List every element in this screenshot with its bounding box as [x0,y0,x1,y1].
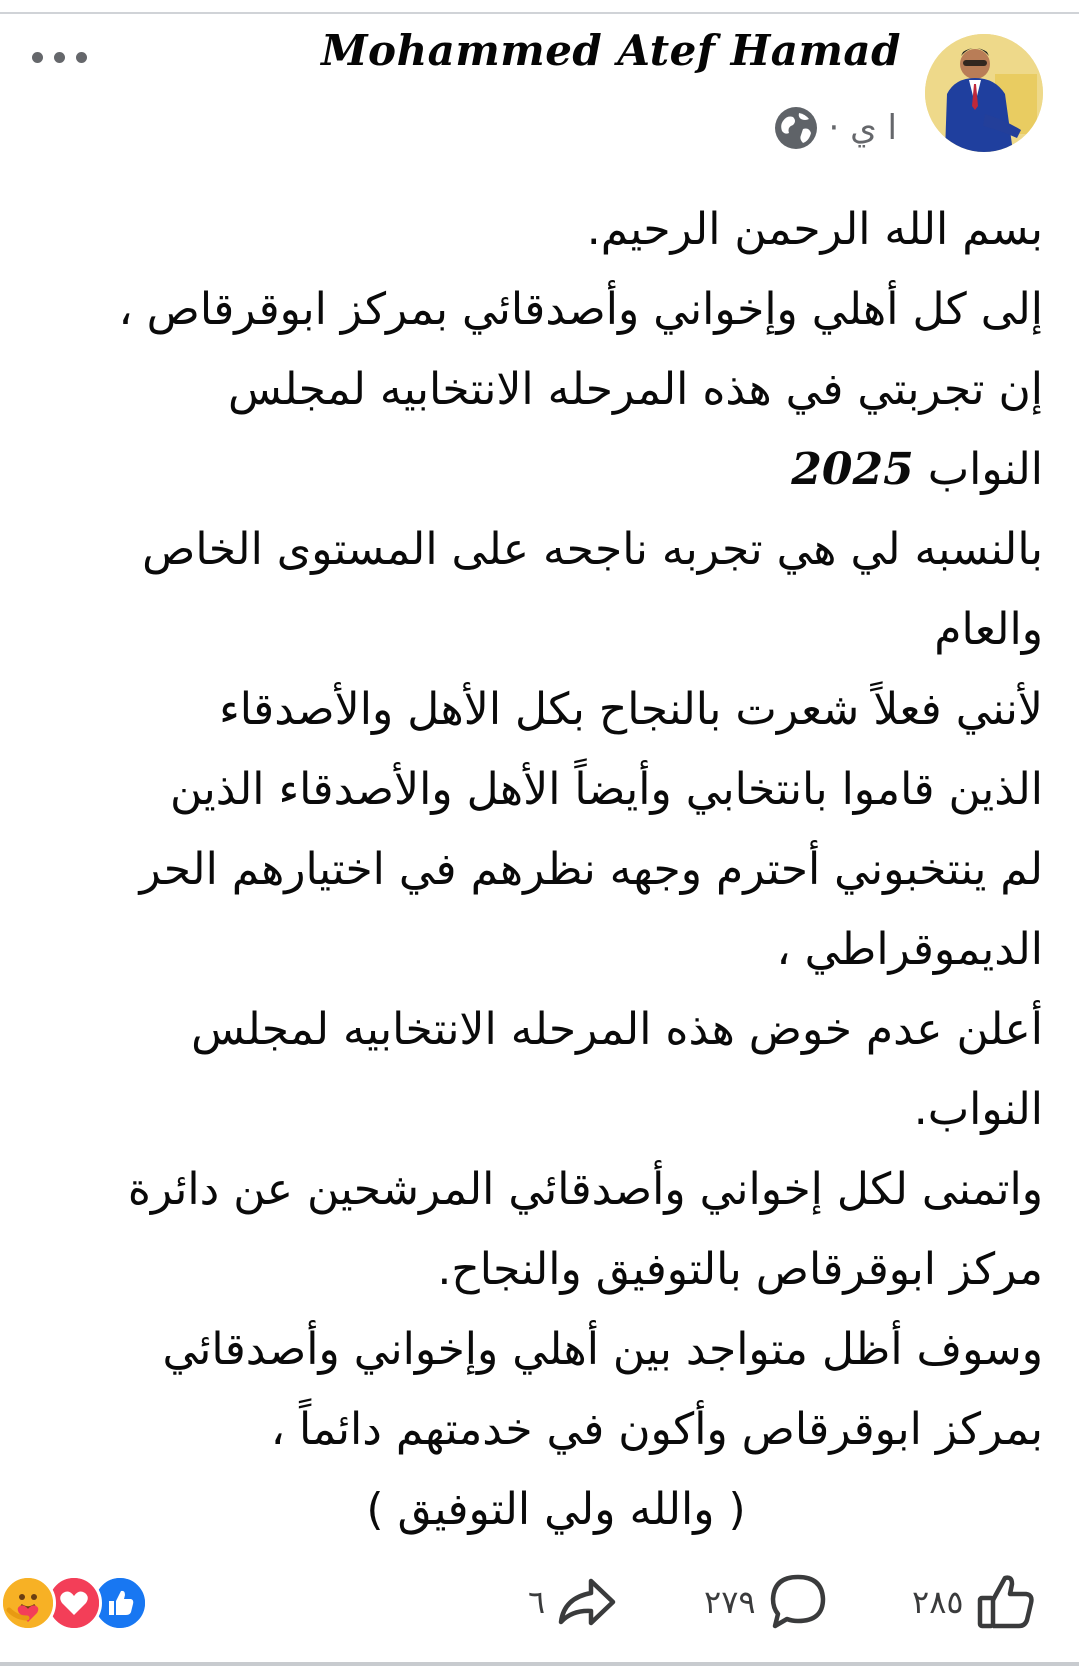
post-line: مركز ابوقرقاص بالتوفيق والنجاح. [437,1244,1043,1295]
thumbs-up-icon [976,1572,1036,1632]
post-body [33,190,1043,1550]
avatar[interactable] [925,34,1043,152]
post-line: أعلن عدم خوض هذه المرحله الانتخابيه لمجلس [191,1004,1043,1055]
post-line: لم ينتخبوني أحترم وجهه نظرهم في اختيارهم الحر [139,844,1043,895]
more-horizontal-icon [32,52,43,63]
comment-action[interactable] [704,1572,828,1632]
care-icon [0,1575,56,1631]
post-line: بالنسبه لي هي تجربه ناجحه على المستوى الخاص [142,524,1043,575]
post-line: الذين قاموا بانتخابي وأيضاً الأهل والأصدقاء الذين [170,764,1043,815]
post-line: بمركز ابوقرقاص وأكون في خدمتهم دائماً ، [270,1404,1043,1455]
more-dot [76,52,87,63]
share-action[interactable] [528,1572,617,1632]
post-line-text: النواب [927,444,1043,495]
year-number: 2025 [791,444,914,495]
post-line-with-year [33,430,1043,510]
post-line: إلى كل أهلي وإخواني وأصدقائي بمركز ابوقرقاص ، [118,284,1043,335]
post-line: والعام [934,604,1043,655]
more-options-button[interactable] [28,40,92,74]
post-line: بسم الله الرحمن الرحيم. [586,204,1043,255]
comment-icon [768,1572,828,1632]
like-count: ٢٨٥ [912,1583,964,1621]
avatar-photo [925,34,1043,152]
reactions-summary[interactable] [0,1573,160,1629]
post-line: لأنني فعلاً شعرت بالنجاح بكل الأهل والأصدقاء [219,684,1043,735]
comment-count: ٢٧٩ [704,1583,756,1621]
bottom-divider [0,1662,1079,1666]
post-line: واتمنى لكل إخواني وأصدقائي المرشحين عن دائرة [127,1164,1043,1215]
post-closing-line: ( والله ولي التوفيق ) [366,1484,746,1535]
author-name[interactable]: Mohammed Atef Hamad [321,26,901,75]
post-meta [773,104,897,152]
more-dot [54,52,65,63]
post-line: النواب. [913,1084,1043,1135]
like-action[interactable] [912,1572,1036,1632]
post-time[interactable]: ا ي · [828,108,897,148]
share-count: ٦ [528,1583,546,1621]
globe-icon[interactable] [773,105,819,151]
post-line: الديموقراطي ، [776,924,1043,975]
share-icon [557,1576,617,1628]
top-divider [0,12,1079,14]
post-line: وسوف أظل متواجد بين أهلي وإخواني وأصدقائي [162,1324,1043,1375]
post-line: إن تجربتي في هذه المرحله الانتخابيه لمجلس [227,364,1043,415]
